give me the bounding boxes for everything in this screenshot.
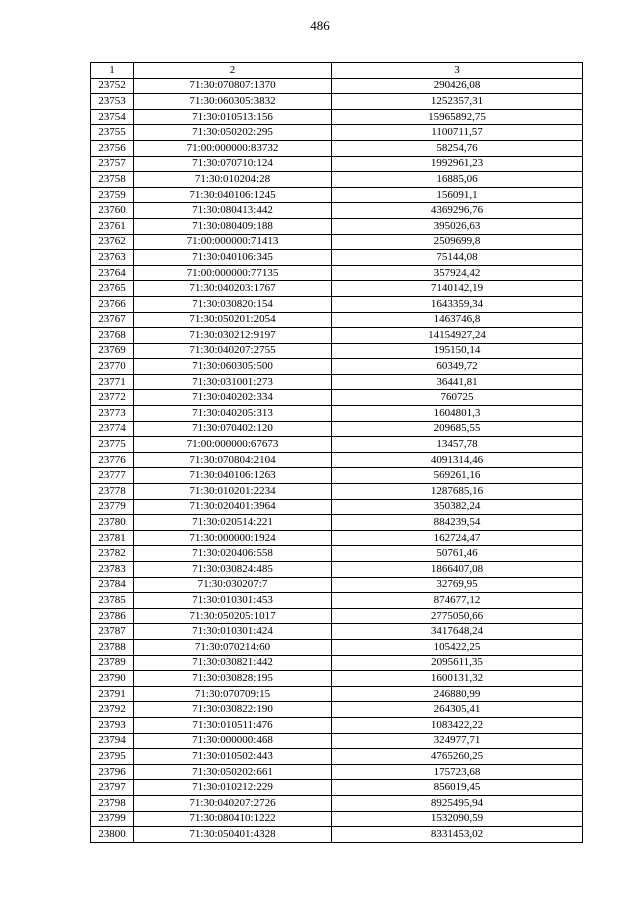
table-row xyxy=(91,421,583,437)
row-number-cell: 23767 xyxy=(91,312,134,328)
cadastral-number-cell: 71:30:030824:485 xyxy=(134,562,332,578)
value-cell: 60349,72 xyxy=(332,359,583,375)
column-header-1: 1 xyxy=(91,63,134,79)
table-row xyxy=(91,530,583,546)
table-row xyxy=(91,624,583,640)
row-number-cell: 23762 xyxy=(91,234,134,250)
row-number-cell: 23778 xyxy=(91,484,134,500)
cadastral-number-cell: 71:30:050401:4328 xyxy=(134,827,332,843)
value-cell: 15965892,75 xyxy=(332,109,583,125)
value-cell: 856019,45 xyxy=(332,780,583,796)
table-row xyxy=(91,343,583,359)
cadastral-number-cell: 71:30:030212:9197 xyxy=(134,328,332,344)
value-cell: 4091314,46 xyxy=(332,452,583,468)
row-number-cell: 23760 xyxy=(91,203,134,219)
row-number-cell: 23771 xyxy=(91,374,134,390)
table-row xyxy=(91,686,583,702)
value-cell: 105422,25 xyxy=(332,639,583,655)
table-row xyxy=(91,265,583,281)
cadastral-number-cell: 71:30:030207:7 xyxy=(134,577,332,593)
cadastral-number-cell: 71:30:040203:1767 xyxy=(134,281,332,297)
value-cell: 156091,1 xyxy=(332,187,583,203)
row-number-cell: 23780 xyxy=(91,515,134,531)
row-number-cell: 23791 xyxy=(91,686,134,702)
row-number-cell: 23793 xyxy=(91,717,134,733)
cadastral-number-cell: 71:30:010301:453 xyxy=(134,593,332,609)
row-number-cell: 23763 xyxy=(91,250,134,266)
cadastral-number-cell: 71:30:070710:124 xyxy=(134,156,332,172)
row-number-cell: 23753 xyxy=(91,94,134,110)
table-row xyxy=(91,406,583,422)
table-row xyxy=(91,717,583,733)
table-row xyxy=(91,811,583,827)
cadastral-number-cell: 71:30:010301:424 xyxy=(134,624,332,640)
value-cell: 569261,16 xyxy=(332,468,583,484)
table-row xyxy=(91,484,583,500)
row-number-cell: 23795 xyxy=(91,749,134,765)
table-row xyxy=(91,733,583,749)
row-number-cell: 23772 xyxy=(91,390,134,406)
cadastral-number-cell: 71:30:060305:500 xyxy=(134,359,332,375)
cadastral-number-cell: 71:30:030828:195 xyxy=(134,671,332,687)
table-row xyxy=(91,359,583,375)
row-number-cell: 23784 xyxy=(91,577,134,593)
table-row xyxy=(91,109,583,125)
value-cell: 58254,76 xyxy=(332,140,583,156)
row-number-cell: 23798 xyxy=(91,795,134,811)
value-cell: 4369296,76 xyxy=(332,203,583,219)
value-cell: 1992961,23 xyxy=(332,156,583,172)
value-cell: 3417648,24 xyxy=(332,624,583,640)
cadastral-number-cell: 71:30:070214:60 xyxy=(134,639,332,655)
value-cell: 16885,06 xyxy=(332,172,583,188)
table-header xyxy=(91,63,583,79)
value-cell: 209685,55 xyxy=(332,421,583,437)
value-cell: 50761,46 xyxy=(332,546,583,562)
cadastral-number-cell: 71:30:040106:1263 xyxy=(134,468,332,484)
cadastral-number-cell: 71:30:040106:1245 xyxy=(134,187,332,203)
cadastral-number-cell: 71:30:030820:154 xyxy=(134,296,332,312)
value-cell: 32769,95 xyxy=(332,577,583,593)
table-row xyxy=(91,499,583,515)
value-cell: 1643359,34 xyxy=(332,296,583,312)
value-cell: 246880,99 xyxy=(332,686,583,702)
value-cell: 1604801,3 xyxy=(332,406,583,422)
cadastral-number-cell: 71:30:040207:2726 xyxy=(134,795,332,811)
table-row xyxy=(91,562,583,578)
value-cell: 175723,68 xyxy=(332,764,583,780)
table-row xyxy=(91,749,583,765)
value-cell: 357924,42 xyxy=(332,265,583,281)
table-row xyxy=(91,187,583,203)
value-cell: 290426,08 xyxy=(332,78,583,94)
row-number-cell: 23785 xyxy=(91,593,134,609)
cadastral-number-cell: 71:30:050202:295 xyxy=(134,125,332,141)
value-cell: 884239,54 xyxy=(332,515,583,531)
cadastral-number-cell: 71:30:020401:3964 xyxy=(134,499,332,515)
value-cell: 1252357,31 xyxy=(332,94,583,110)
table-row xyxy=(91,218,583,234)
value-cell: 8331453,02 xyxy=(332,827,583,843)
table-body xyxy=(91,78,583,842)
row-number-cell: 23792 xyxy=(91,702,134,718)
column-header-2: 2 xyxy=(134,63,332,79)
row-number-cell: 23765 xyxy=(91,281,134,297)
row-number-cell: 23769 xyxy=(91,343,134,359)
value-cell: 1083422,22 xyxy=(332,717,583,733)
table-row xyxy=(91,827,583,843)
value-cell: 1100711,57 xyxy=(332,125,583,141)
cadastral-number-cell: 71:30:040202:334 xyxy=(134,390,332,406)
row-number-cell: 23776 xyxy=(91,452,134,468)
value-cell: 13457,78 xyxy=(332,437,583,453)
row-number-cell: 23758 xyxy=(91,172,134,188)
cadastral-number-cell: 71:30:070709:15 xyxy=(134,686,332,702)
value-cell: 264305,41 xyxy=(332,702,583,718)
cadastral-number-cell: 71:30:020406:558 xyxy=(134,546,332,562)
table-row xyxy=(91,312,583,328)
cadastral-number-cell: 71:00:000000:83732 xyxy=(134,140,332,156)
cadastral-number-cell: 71:30:030822:190 xyxy=(134,702,332,718)
cadastral-number-cell: 71:30:080413:442 xyxy=(134,203,332,219)
table-row xyxy=(91,156,583,172)
row-number-cell: 23766 xyxy=(91,296,134,312)
cadastral-number-cell: 71:30:080409:188 xyxy=(134,218,332,234)
cadastral-table xyxy=(90,62,583,843)
table-row xyxy=(91,452,583,468)
cadastral-number-cell: 71:30:030821:442 xyxy=(134,655,332,671)
table-row xyxy=(91,374,583,390)
row-number-cell: 23783 xyxy=(91,562,134,578)
cadastral-number-cell: 71:30:050202:661 xyxy=(134,764,332,780)
cadastral-number-cell: 71:30:010201:2234 xyxy=(134,484,332,500)
cadastral-number-cell: 71:30:080410:1222 xyxy=(134,811,332,827)
row-number-cell: 23752 xyxy=(91,78,134,94)
row-number-cell: 23774 xyxy=(91,421,134,437)
table-row xyxy=(91,140,583,156)
table-row xyxy=(91,94,583,110)
row-number-cell: 23777 xyxy=(91,468,134,484)
table-row xyxy=(91,437,583,453)
cadastral-number-cell: 71:00:000000:77135 xyxy=(134,265,332,281)
cadastral-number-cell: 71:30:060305:3832 xyxy=(134,94,332,110)
row-number-cell: 23788 xyxy=(91,639,134,655)
value-cell: 874677,12 xyxy=(332,593,583,609)
cadastral-number-cell: 71:30:050205:1017 xyxy=(134,608,332,624)
table-row xyxy=(91,281,583,297)
cadastral-number-cell: 71:00:000000:71413 xyxy=(134,234,332,250)
cadastral-number-cell: 71:30:010502:443 xyxy=(134,749,332,765)
row-number-cell: 23755 xyxy=(91,125,134,141)
value-cell: 195150,14 xyxy=(332,343,583,359)
row-number-cell: 23773 xyxy=(91,406,134,422)
table-row xyxy=(91,593,583,609)
value-cell: 1287685,16 xyxy=(332,484,583,500)
row-number-cell: 23790 xyxy=(91,671,134,687)
table-row xyxy=(91,780,583,796)
cadastral-number-cell: 71:30:010513:156 xyxy=(134,109,332,125)
value-cell: 760725 xyxy=(332,390,583,406)
value-cell: 75144,08 xyxy=(332,250,583,266)
table-row xyxy=(91,608,583,624)
value-cell: 8925495,94 xyxy=(332,795,583,811)
table-row xyxy=(91,328,583,344)
row-number-cell: 23779 xyxy=(91,499,134,515)
table-row xyxy=(91,78,583,94)
row-number-cell: 23799 xyxy=(91,811,134,827)
value-cell: 4765260,25 xyxy=(332,749,583,765)
row-number-cell: 23761 xyxy=(91,218,134,234)
table-row xyxy=(91,577,583,593)
value-cell: 2509699,8 xyxy=(332,234,583,250)
value-cell: 350382,24 xyxy=(332,499,583,515)
row-number-cell: 23796 xyxy=(91,764,134,780)
value-cell: 162724,47 xyxy=(332,530,583,546)
row-number-cell: 23781 xyxy=(91,530,134,546)
row-number-cell: 23789 xyxy=(91,655,134,671)
cadastral-number-cell: 71:30:070807:1370 xyxy=(134,78,332,94)
row-number-cell: 23756 xyxy=(91,140,134,156)
cadastral-number-cell: 71:30:010204:28 xyxy=(134,172,332,188)
value-cell: 2775050,66 xyxy=(332,608,583,624)
cadastral-number-cell: 71:30:040207:2755 xyxy=(134,343,332,359)
cadastral-number-cell: 71:30:000000:1924 xyxy=(134,530,332,546)
row-number-cell: 23794 xyxy=(91,733,134,749)
cadastral-number-cell: 71:30:070804:2104 xyxy=(134,452,332,468)
table-row xyxy=(91,250,583,266)
value-cell: 1463746,8 xyxy=(332,312,583,328)
cadastral-number-cell: 71:30:010511:476 xyxy=(134,717,332,733)
table-row xyxy=(91,671,583,687)
cadastral-number-cell: 71:30:040205:313 xyxy=(134,406,332,422)
value-cell: 395026,63 xyxy=(332,218,583,234)
table-row xyxy=(91,764,583,780)
table-row xyxy=(91,390,583,406)
row-number-cell: 23770 xyxy=(91,359,134,375)
cadastral-number-cell: 71:00:000000:67673 xyxy=(134,437,332,453)
row-number-cell: 23782 xyxy=(91,546,134,562)
cadastral-number-cell: 71:30:031001:273 xyxy=(134,374,332,390)
cadastral-number-cell: 71:30:040106:345 xyxy=(134,250,332,266)
table-row xyxy=(91,655,583,671)
cadastral-number-cell: 71:30:010212:229 xyxy=(134,780,332,796)
table-row xyxy=(91,639,583,655)
value-cell: 324977,71 xyxy=(332,733,583,749)
table-row xyxy=(91,203,583,219)
cadastral-number-cell: 71:30:070402:120 xyxy=(134,421,332,437)
value-cell: 7140142,19 xyxy=(332,281,583,297)
row-number-cell: 23787 xyxy=(91,624,134,640)
table-row xyxy=(91,795,583,811)
value-cell: 2095611,35 xyxy=(332,655,583,671)
table-row xyxy=(91,172,583,188)
row-number-cell: 23754 xyxy=(91,109,134,125)
row-number-cell: 23768 xyxy=(91,328,134,344)
column-header-3: 3 xyxy=(332,63,583,79)
cadastral-number-cell: 71:30:050201:2054 xyxy=(134,312,332,328)
cadastral-number-cell: 71:30:000000:468 xyxy=(134,733,332,749)
value-cell: 14154927,24 xyxy=(332,328,583,344)
table-row xyxy=(91,702,583,718)
table-row xyxy=(91,546,583,562)
table-row xyxy=(91,468,583,484)
value-cell: 36441,81 xyxy=(332,374,583,390)
value-cell: 1600131,32 xyxy=(332,671,583,687)
page-number: 486 xyxy=(310,18,330,33)
row-number-cell: 23797 xyxy=(91,780,134,796)
value-cell: 1532090,59 xyxy=(332,811,583,827)
value-cell: 1866407,08 xyxy=(332,562,583,578)
row-number-cell: 23786 xyxy=(91,608,134,624)
table-row xyxy=(91,515,583,531)
row-number-cell: 23759 xyxy=(91,187,134,203)
table-row xyxy=(91,234,583,250)
row-number-cell: 23775 xyxy=(91,437,134,453)
table-row xyxy=(91,296,583,312)
table-row xyxy=(91,125,583,141)
cadastral-number-cell: 71:30:020514:221 xyxy=(134,515,332,531)
row-number-cell: 23757 xyxy=(91,156,134,172)
row-number-cell: 23800 xyxy=(91,827,134,843)
header-row xyxy=(91,63,583,79)
row-number-cell: 23764 xyxy=(91,265,134,281)
